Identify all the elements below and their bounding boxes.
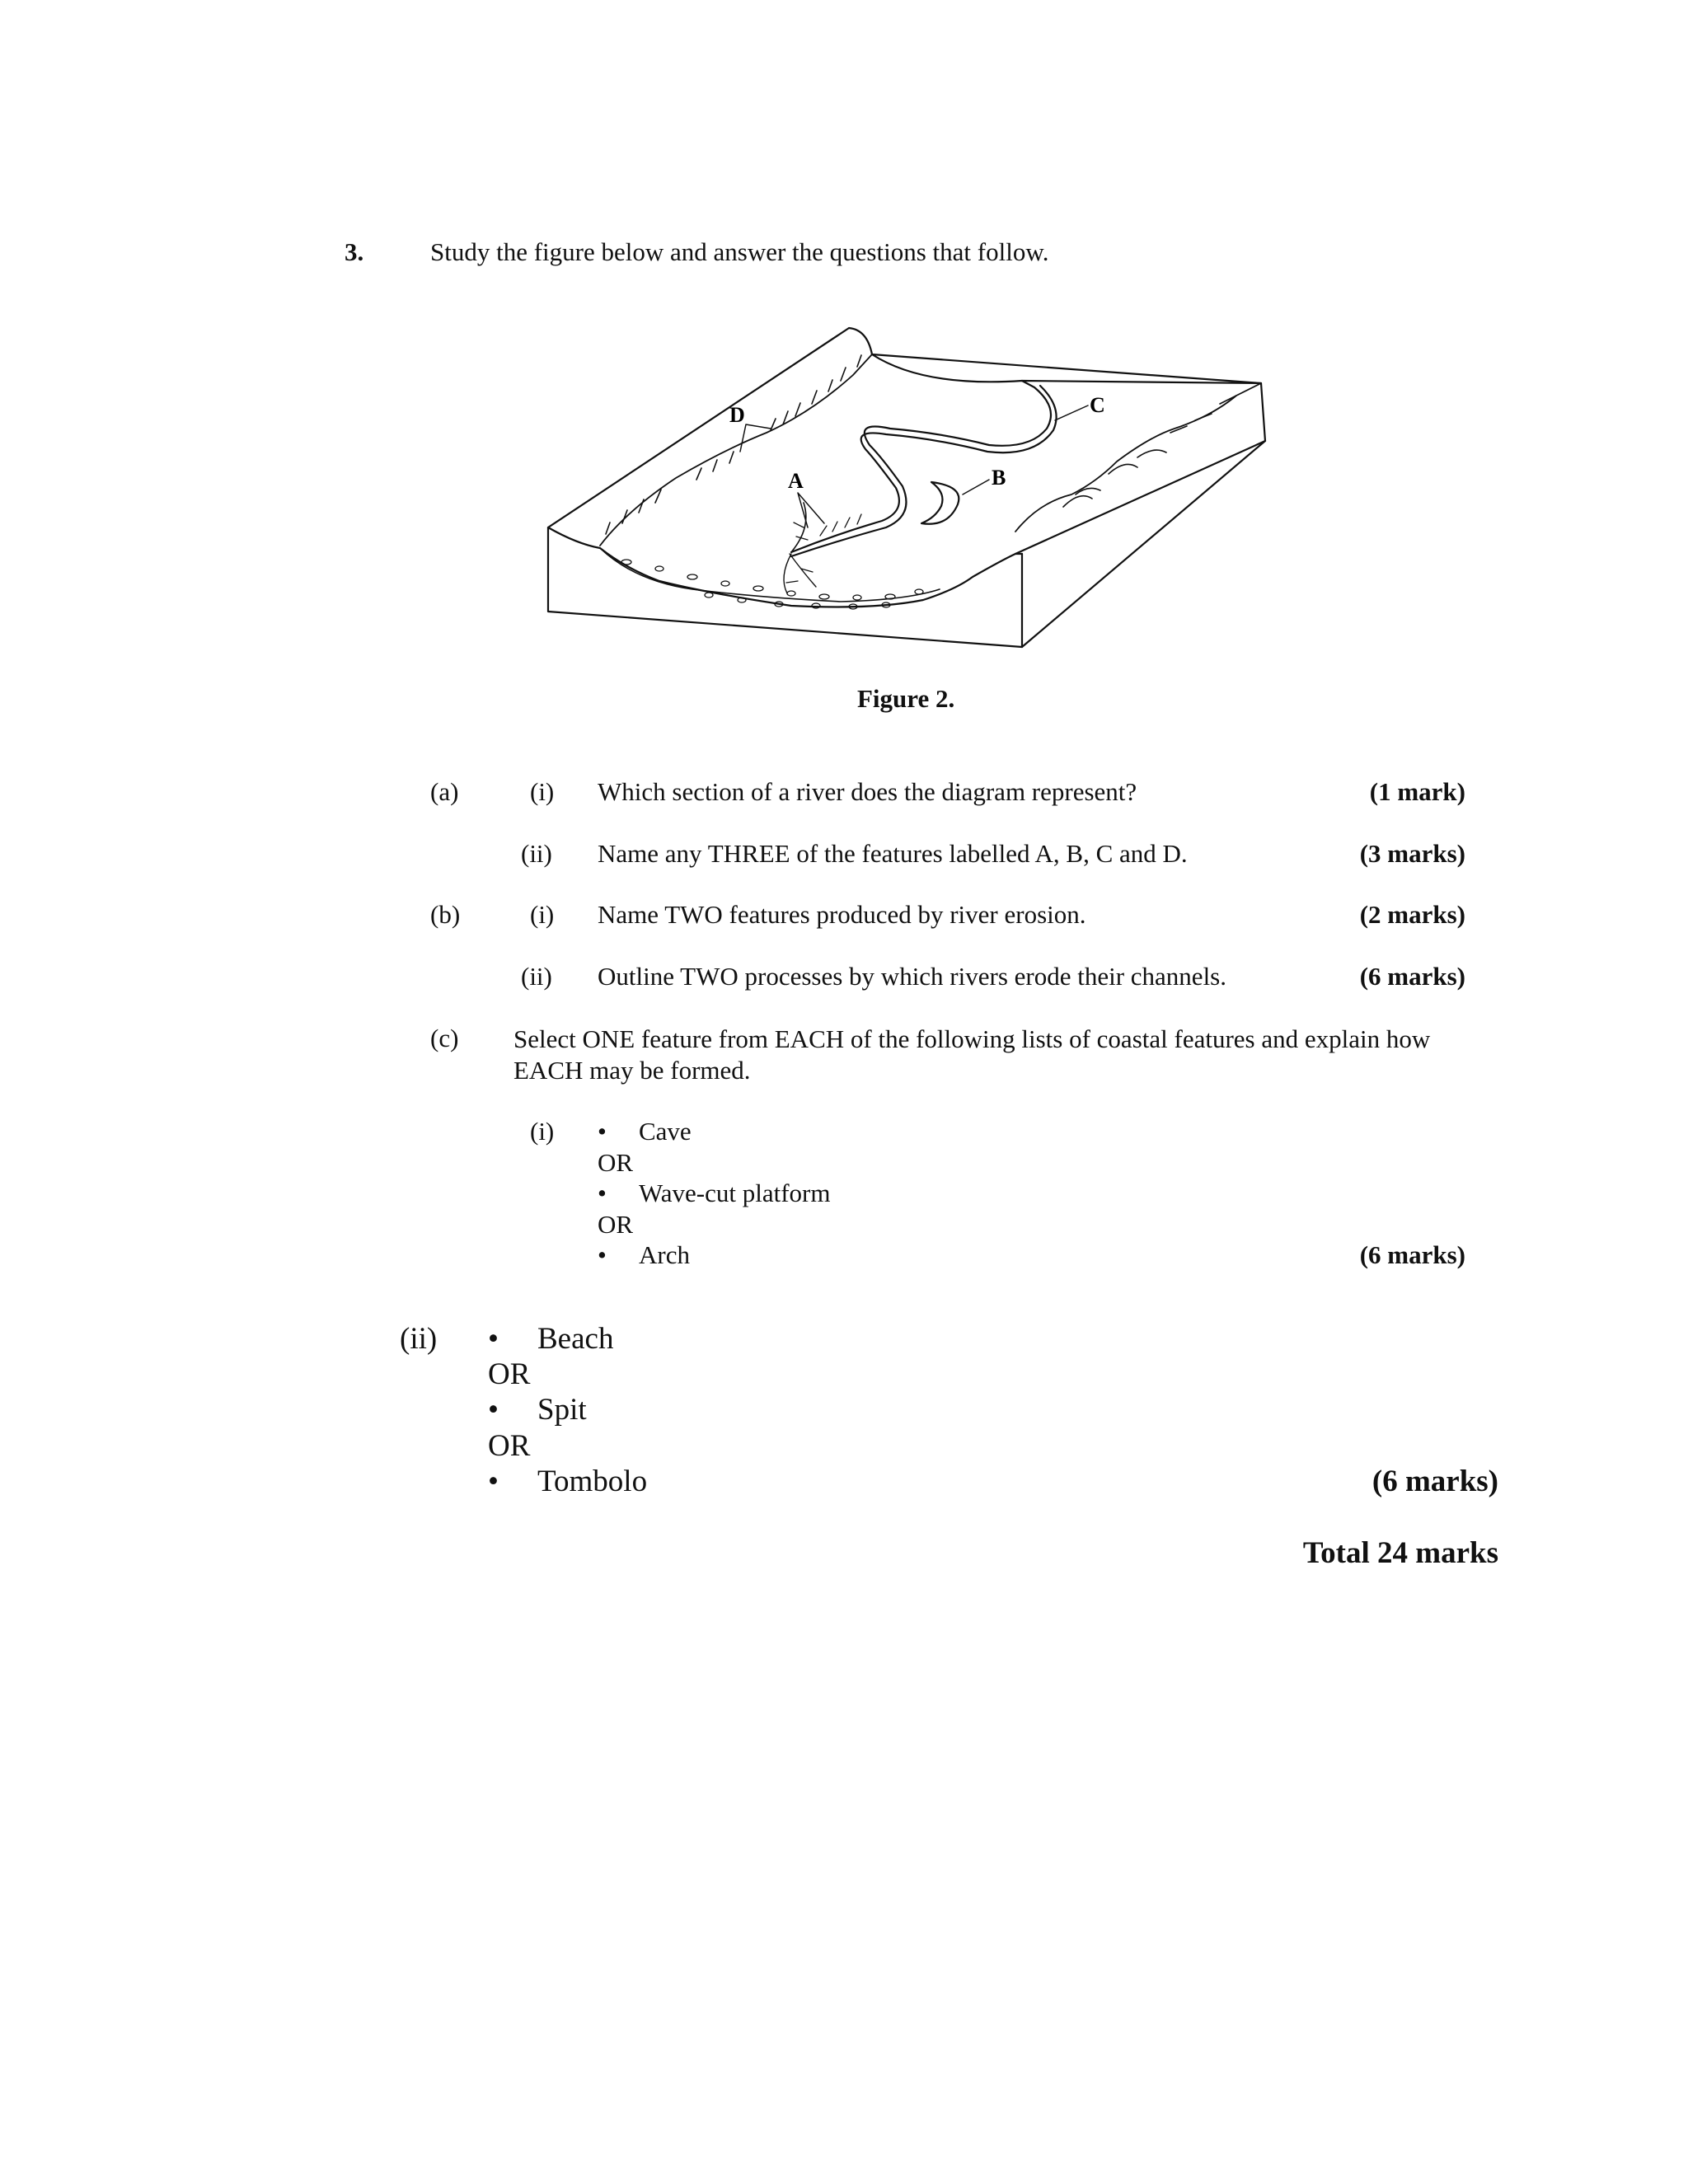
part-c-i-marks: (6 marks) (1359, 1240, 1465, 1269)
bullet: • (488, 1465, 499, 1498)
or-text: OR (488, 1429, 531, 1463)
part-c-ii-marks: (6 marks) (1372, 1465, 1498, 1498)
part-c-label: (c) (430, 1024, 459, 1052)
part-b-ii-num: (ii) (521, 962, 552, 991)
part-b-ii-text: Outline TWO processes by which rivers erode their channels. (598, 962, 1226, 991)
figure-caption: Figure 2. (857, 684, 955, 713)
bullet: • (488, 1322, 499, 1356)
part-a-i-marks: (1 mark) (1369, 777, 1465, 806)
part-a-i-num: (i) (530, 777, 555, 806)
part-a-label: (a) (430, 777, 459, 806)
bullet: • (598, 1117, 607, 1146)
part-c-intro: Select ONE feature from EACH of the following lists of coastal features and explain how EACH may be formed. (513, 1024, 1431, 1085)
bullet: • (488, 1393, 499, 1427)
bullet: • (598, 1179, 607, 1207)
part-b-ii-marks: (6 marks) (1359, 962, 1465, 991)
river-valley-diagram (540, 321, 1282, 655)
label-d: D (729, 403, 745, 427)
or-text: OR (598, 1210, 634, 1239)
bullet: • (598, 1240, 607, 1269)
list-item: Arch (639, 1240, 690, 1269)
question-instruction: Study the figure below and answer the questions that follow. (430, 237, 1049, 266)
part-a-ii-text: Name any THREE of the features labelled A, B, C and D. (598, 839, 1188, 868)
part-a-i-text: Which section of a river does the diagram represent? (598, 777, 1137, 806)
list-item: Spit (537, 1393, 587, 1427)
total-marks: Total 24 marks (1302, 1536, 1498, 1570)
list-item: Beach (537, 1322, 614, 1356)
label-a: A (788, 469, 804, 493)
label-c: C (1090, 393, 1105, 417)
part-a-ii-num: (ii) (521, 839, 552, 868)
question-number: 3. (345, 237, 364, 266)
or-text: OR (598, 1148, 634, 1177)
part-b-i-marks: (2 marks) (1359, 900, 1465, 929)
part-b-label: (b) (430, 900, 461, 929)
label-b: B (992, 466, 1006, 490)
or-text: OR (488, 1357, 531, 1391)
part-c-i-num: (i) (530, 1117, 555, 1146)
part-a-ii-marks: (3 marks) (1359, 839, 1465, 868)
list-item: Tombolo (537, 1465, 648, 1498)
part-c-ii-num: (ii) (400, 1322, 438, 1356)
list-item: Cave (639, 1117, 692, 1146)
part-b-i-text: Name TWO features produced by river erosion. (598, 900, 1086, 929)
part-b-i-num: (i) (530, 900, 555, 929)
list-item: Wave-cut platform (639, 1179, 831, 1207)
